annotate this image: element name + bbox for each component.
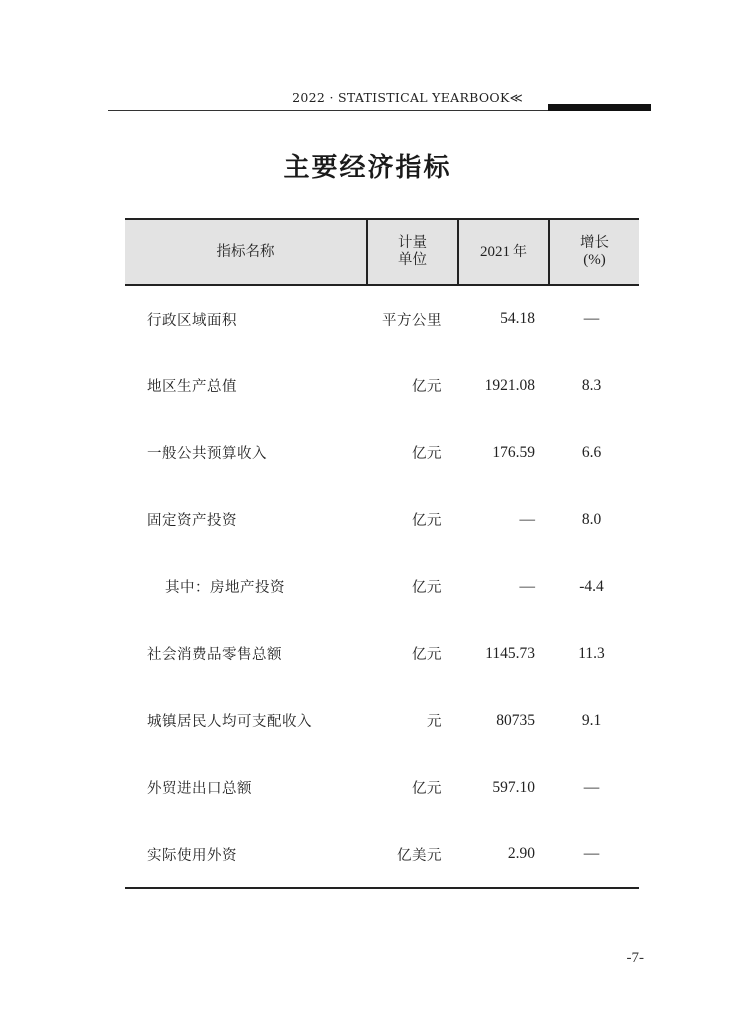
indicator-growth: -4.4 [579, 577, 604, 595]
table-row [125, 285, 639, 352]
indicator-name: 行政区域面积 [147, 312, 237, 329]
indicator-unit: 亿元 [412, 446, 442, 462]
indicator-value: 176.59 [492, 443, 535, 461]
header-growth [549, 219, 639, 285]
header-growth-line1: 增长 [580, 235, 609, 251]
header-unit [367, 219, 458, 285]
indicator-growth: 8.3 [581, 376, 602, 394]
running-header [108, 82, 651, 114]
header-indicator-name-label: 指标名称 [216, 243, 275, 260]
indicator-unit: 亿元 [412, 513, 442, 529]
table-row [125, 620, 639, 687]
indicator-name: 其中：房地产投资 [165, 580, 285, 596]
header-year-number: 2021 [480, 243, 510, 260]
economic-indicators-table [125, 218, 639, 889]
table-body [125, 285, 639, 888]
indicator-unit: 元 [427, 714, 442, 730]
header-rule [108, 110, 548, 111]
indicator-growth: — [549, 821, 639, 888]
table-row [125, 419, 639, 486]
indicator-name: 城镇居民人均可支配收入 [147, 714, 312, 730]
page-title: 主要经济指标 [283, 153, 452, 183]
table-row [125, 486, 639, 553]
indicator-value: 54.18 [500, 310, 535, 327]
indicator-name: 外贸进出口总额 [147, 781, 252, 797]
indicator-name: 一般公共预算收入 [147, 446, 267, 462]
table-row [125, 821, 639, 888]
indicator-name: 社会消费品零售总额 [147, 647, 282, 663]
indicator-growth: 8.0 [581, 510, 602, 528]
indicator-growth: — [583, 778, 600, 796]
indicator-growth: 11.3 [578, 644, 605, 662]
indicator-name: 固定资产投资 [147, 513, 237, 529]
table-row [125, 352, 639, 419]
header-year-unit: 年 [513, 243, 527, 260]
table-header-row [125, 219, 639, 285]
header-unit-line2: 单位 [398, 252, 427, 268]
indicator-value: 1921.08 [484, 376, 535, 394]
indicator-value: — [519, 510, 535, 528]
table-header [125, 219, 639, 285]
indicator-name: 地区生产总值 [147, 379, 237, 395]
indicator-unit: 亿元 [412, 379, 442, 395]
running-header-text: 2022 · STATISTICAL YEARBOOK≪ [292, 90, 523, 105]
indicator-growth: — [583, 310, 600, 327]
indicator-value: 1145.73 [485, 644, 535, 662]
header-year [458, 219, 549, 285]
indicator-value: 597.10 [492, 778, 535, 796]
page-number: -7- [626, 950, 644, 966]
indicator-unit: 亿元 [412, 781, 442, 797]
indicator-value: — [519, 577, 535, 595]
header-bar [548, 104, 651, 111]
indicator-unit: 亿元 [412, 580, 442, 596]
table-row [125, 687, 639, 754]
indicator-unit: 平方公里 [382, 312, 442, 329]
header-growth-line2: (%) [583, 252, 606, 268]
indicator-unit: 亿元 [412, 647, 442, 663]
indicator-growth: 6.6 [581, 443, 602, 461]
indicator-unit: 亿美元 [367, 821, 458, 888]
table-row [125, 553, 639, 620]
indicator-value: 80735 [496, 711, 535, 729]
table-row [125, 754, 639, 821]
indicator-name: 实际使用外资 [125, 821, 367, 888]
header-unit-line1: 计量 [398, 235, 427, 251]
header-indicator-name [125, 219, 367, 285]
indicator-value: 2.90 [458, 821, 549, 888]
indicator-growth: 9.1 [581, 711, 602, 729]
